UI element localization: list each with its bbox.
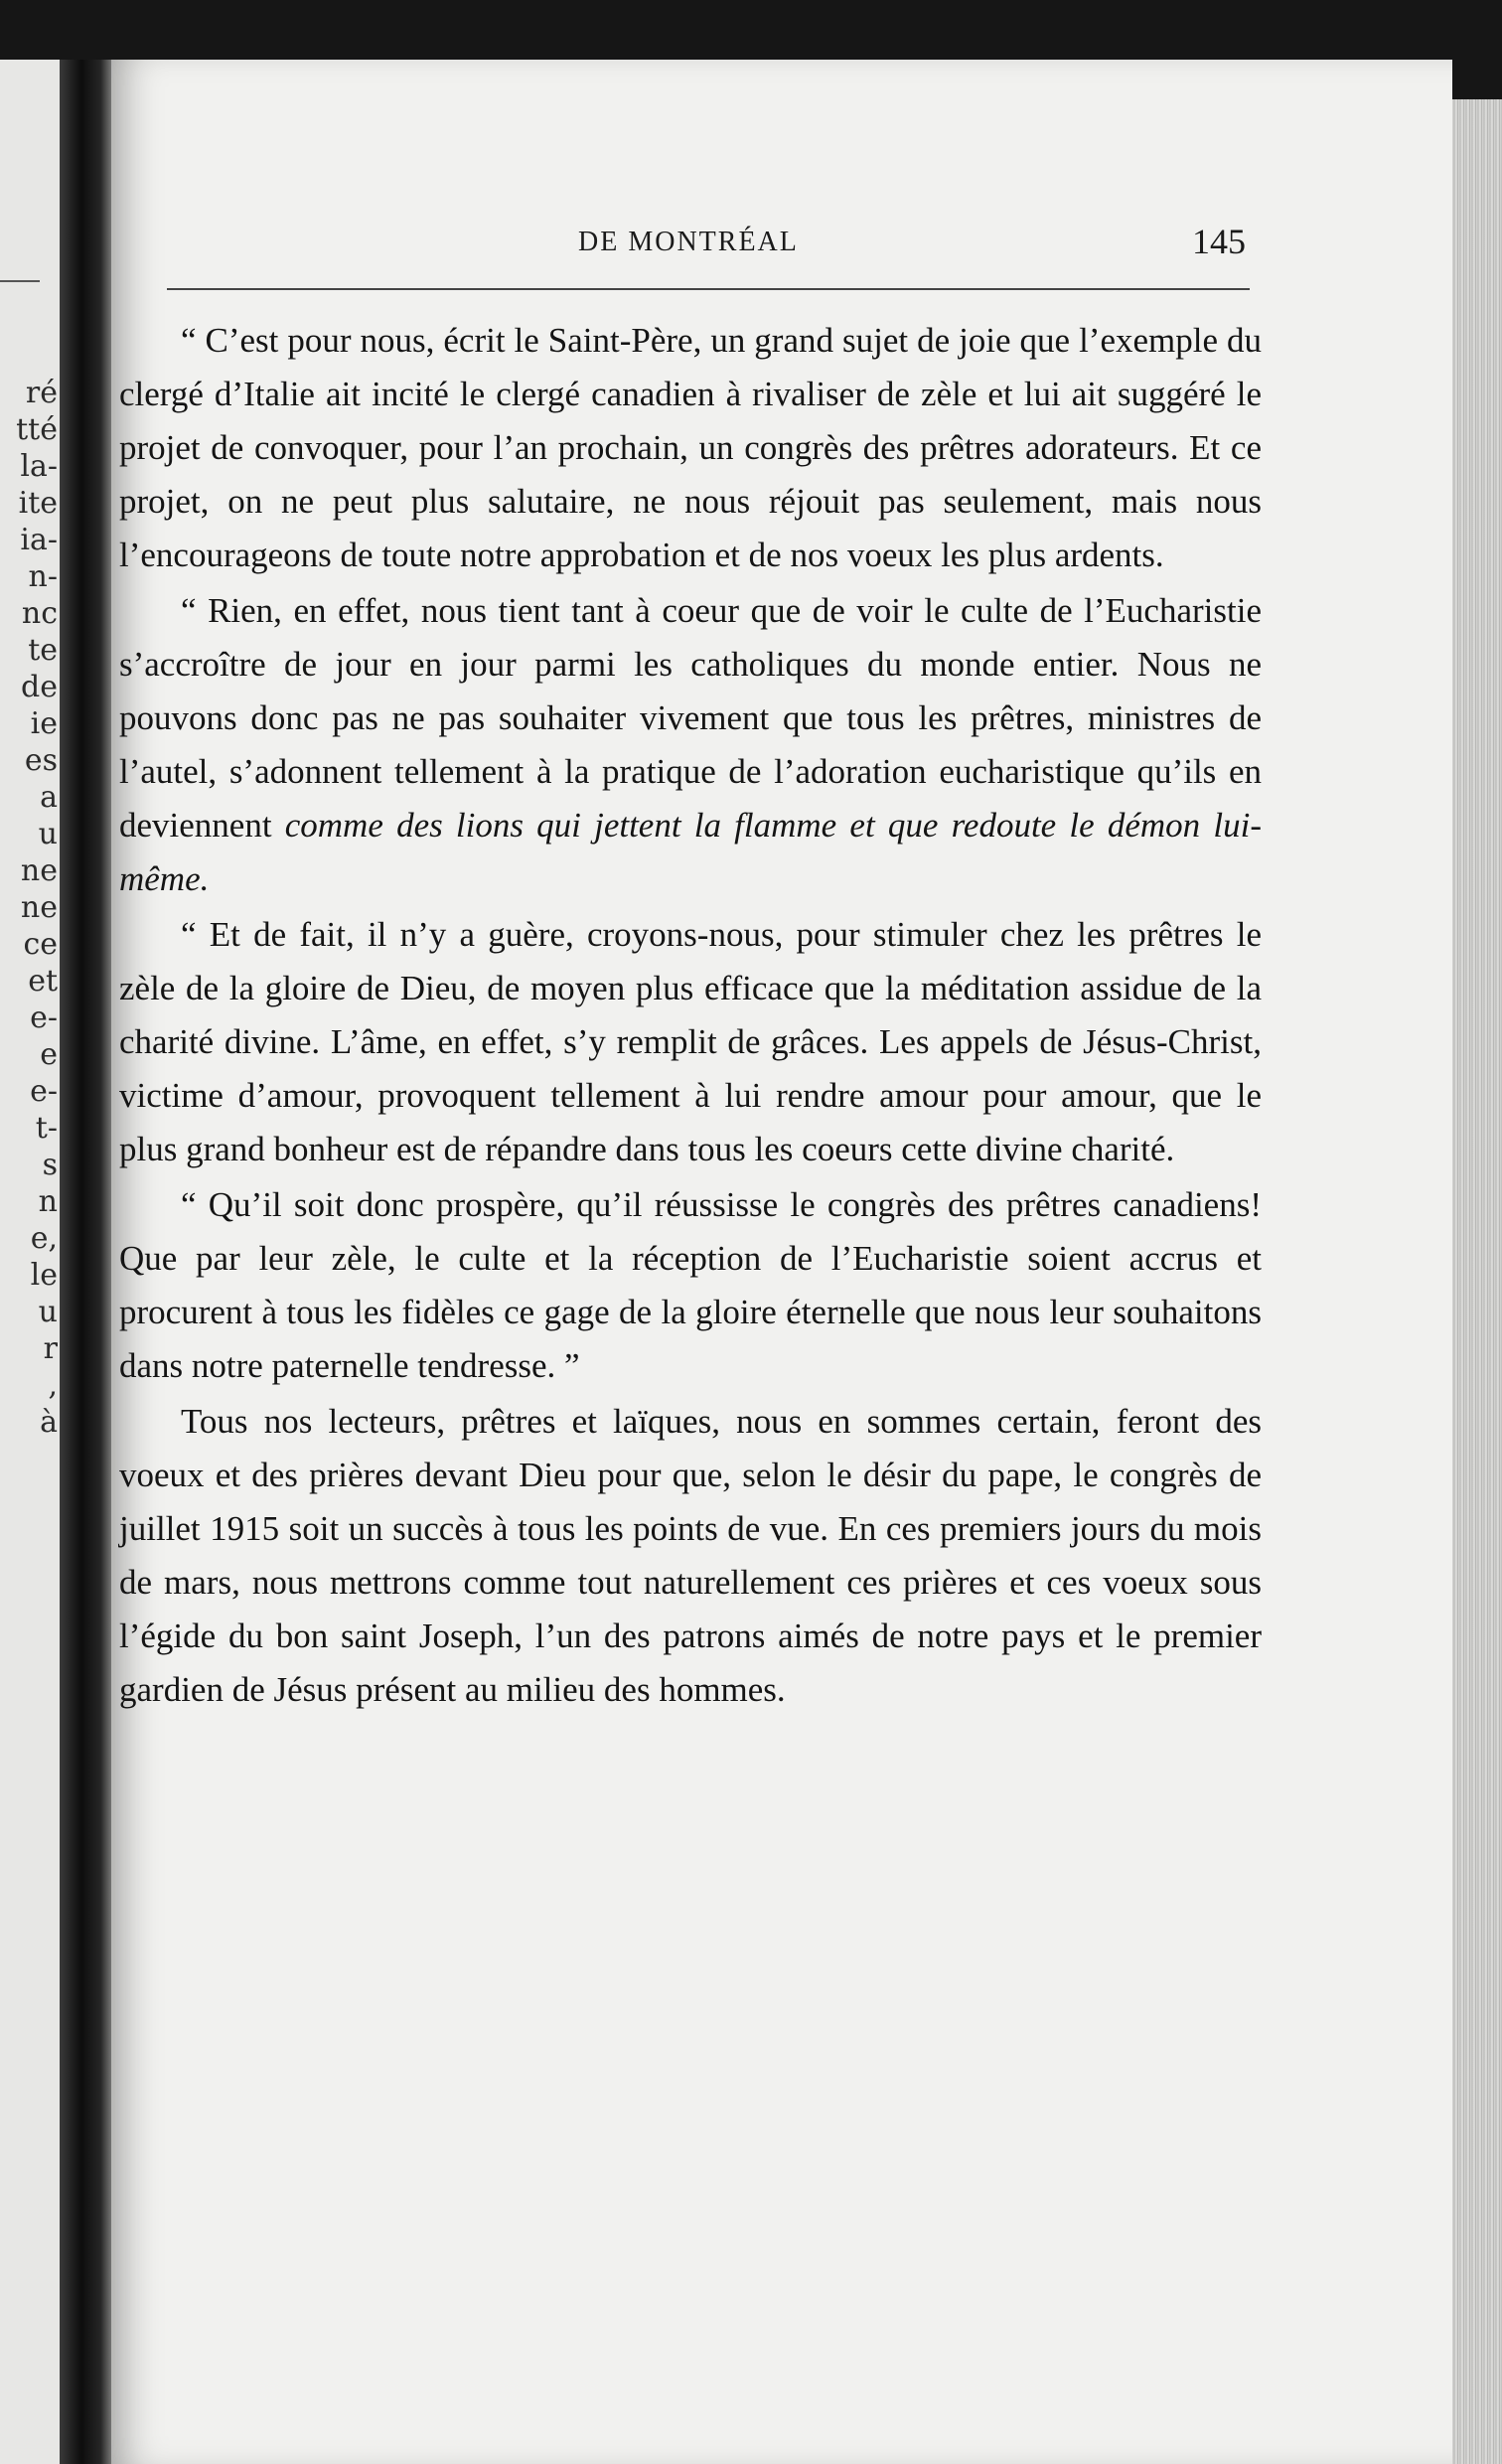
left-page-fragment: r (43, 1331, 58, 1366)
left-page-fragment: e, (30, 1221, 58, 1256)
book-gutter (60, 60, 114, 2464)
paragraph-2-text: “ Rien, en effet, nous tient tant à coeur que de voir le culte de l’Eucharistie s’accroître de jour en jour parmi les catholiques du monde entier. Nous ne pouvons donc pas ne pas souhaiter vivement que tous les prêtres, ministres de l’autel, s’adonnent tellement à la pratique de l’adoration eucharistique qu’ils en deviennent (119, 591, 1262, 845)
left-page-rule (0, 280, 40, 282)
left-page-fragment: nc (21, 596, 58, 631)
paragraph-2 (119, 584, 1262, 906)
left-page-fragment: ite (18, 486, 58, 521)
paragraph-3 (119, 908, 1262, 1176)
left-page-fragment: e- (30, 1074, 58, 1109)
paragraph-2-italic-quote: comme des lions qui jettent la flamme et que redoute le démon lui-même. (119, 806, 1262, 898)
header-rule (167, 288, 1250, 290)
left-page-fragment: de (21, 670, 58, 704)
left-page-fragment: es (24, 743, 58, 778)
page-stack-edge (1452, 99, 1502, 2464)
paragraph-5 (119, 1395, 1262, 1717)
paragraph-4 (119, 1178, 1262, 1393)
running-head (111, 222, 1452, 266)
paragraph-3-text: “ Et de fait, il n’y a guère, croyons-nous, pour stimuler chez les prêtres le zèle de la gloire de Dieu, de moyen plus efficace que la méditation assidue de la charité divine. L’âme, en effet, s’y remplit de grâces. Les appels de Jésus-Christ, victime d’amour, provoquent tellement à lui rendre amour pour amour, que le plus grand bonheur est de répandre dans tous les coeurs cette divine charité. (119, 915, 1262, 1168)
left-page-fragment: a (40, 780, 58, 815)
left-page-fragment: n- (28, 559, 58, 594)
left-page-fragment: le (30, 1258, 58, 1293)
left-page-fragment: t- (35, 1111, 58, 1146)
paragraph-1 (119, 314, 1262, 582)
running-title: DE MONTRÉAL (578, 227, 799, 257)
left-page-fragment: u (38, 1295, 58, 1329)
left-page-fragment: s (42, 1148, 58, 1182)
left-page-fragment: ia- (20, 523, 58, 557)
left-page-fragment: et (28, 964, 58, 999)
left-page-fragment: tté (16, 412, 58, 447)
paragraph-4-text: “ Qu’il soit donc prospère, qu’il réussisse le congrès des prêtres canadiens! Que par leur zèle, le culte et la réception de l’Eucharistie soient accrus et procurent à tous les fidèles ce gage de la gloire éternelle que nous leur souhaitons dans notre paternelle tendresse. ” (119, 1185, 1262, 1385)
left-page-edge (0, 60, 66, 2464)
left-page-fragment: ré (25, 376, 58, 410)
left-page-fragment: ne (20, 853, 58, 888)
paragraph-5-text: Tous nos lecteurs, prêtres et laïques, nous en sommes certain, feront des voeux et des prières devant Dieu pour que, selon le désir du pape, le congrès de juillet 1915 soit un succès à tous les points de vue. En ces premiers jours du mois de mars, nous mettrons comme tout naturellement ces prières et ces voeux sous l’égide du bon saint Joseph, l’un des patrons aimés de notre pays et le premier gardien de Jésus présent au milieu des hommes. (119, 1402, 1262, 1709)
left-page-fragment: la- (20, 449, 58, 484)
left-page-fragment: u (38, 817, 58, 851)
left-page-fragment: à (40, 1405, 58, 1440)
page-number: 145 (1192, 222, 1246, 261)
paragraph-1-text: “ C’est pour nous, écrit le Saint-Père, un grand sujet de joie que l’exemple du clergé d’Italie ait incité le clergé canadien à rivaliser de zèle et lui ait suggéré le projet de convoquer, pour l’an prochain, un congrès des prêtres adorateurs. Et ce projet, on ne peut plus salutaire, ne nous réjouit pas seulement, mais nous l’encourageons de toute notre approbation et de nos voeux les plus ardents. (119, 321, 1262, 574)
left-page-fragment: , (48, 1368, 58, 1403)
left-page-fragment: e (40, 1037, 58, 1072)
left-page-fragment: ne (20, 890, 58, 925)
left-page-fragment: n (38, 1184, 58, 1219)
body-text (119, 314, 1262, 1717)
left-page-fragment: ce (23, 927, 58, 962)
left-page-fragment: ie (30, 706, 58, 741)
left-page-fragment: e- (30, 1001, 58, 1035)
left-page-fragment: te (28, 633, 58, 668)
